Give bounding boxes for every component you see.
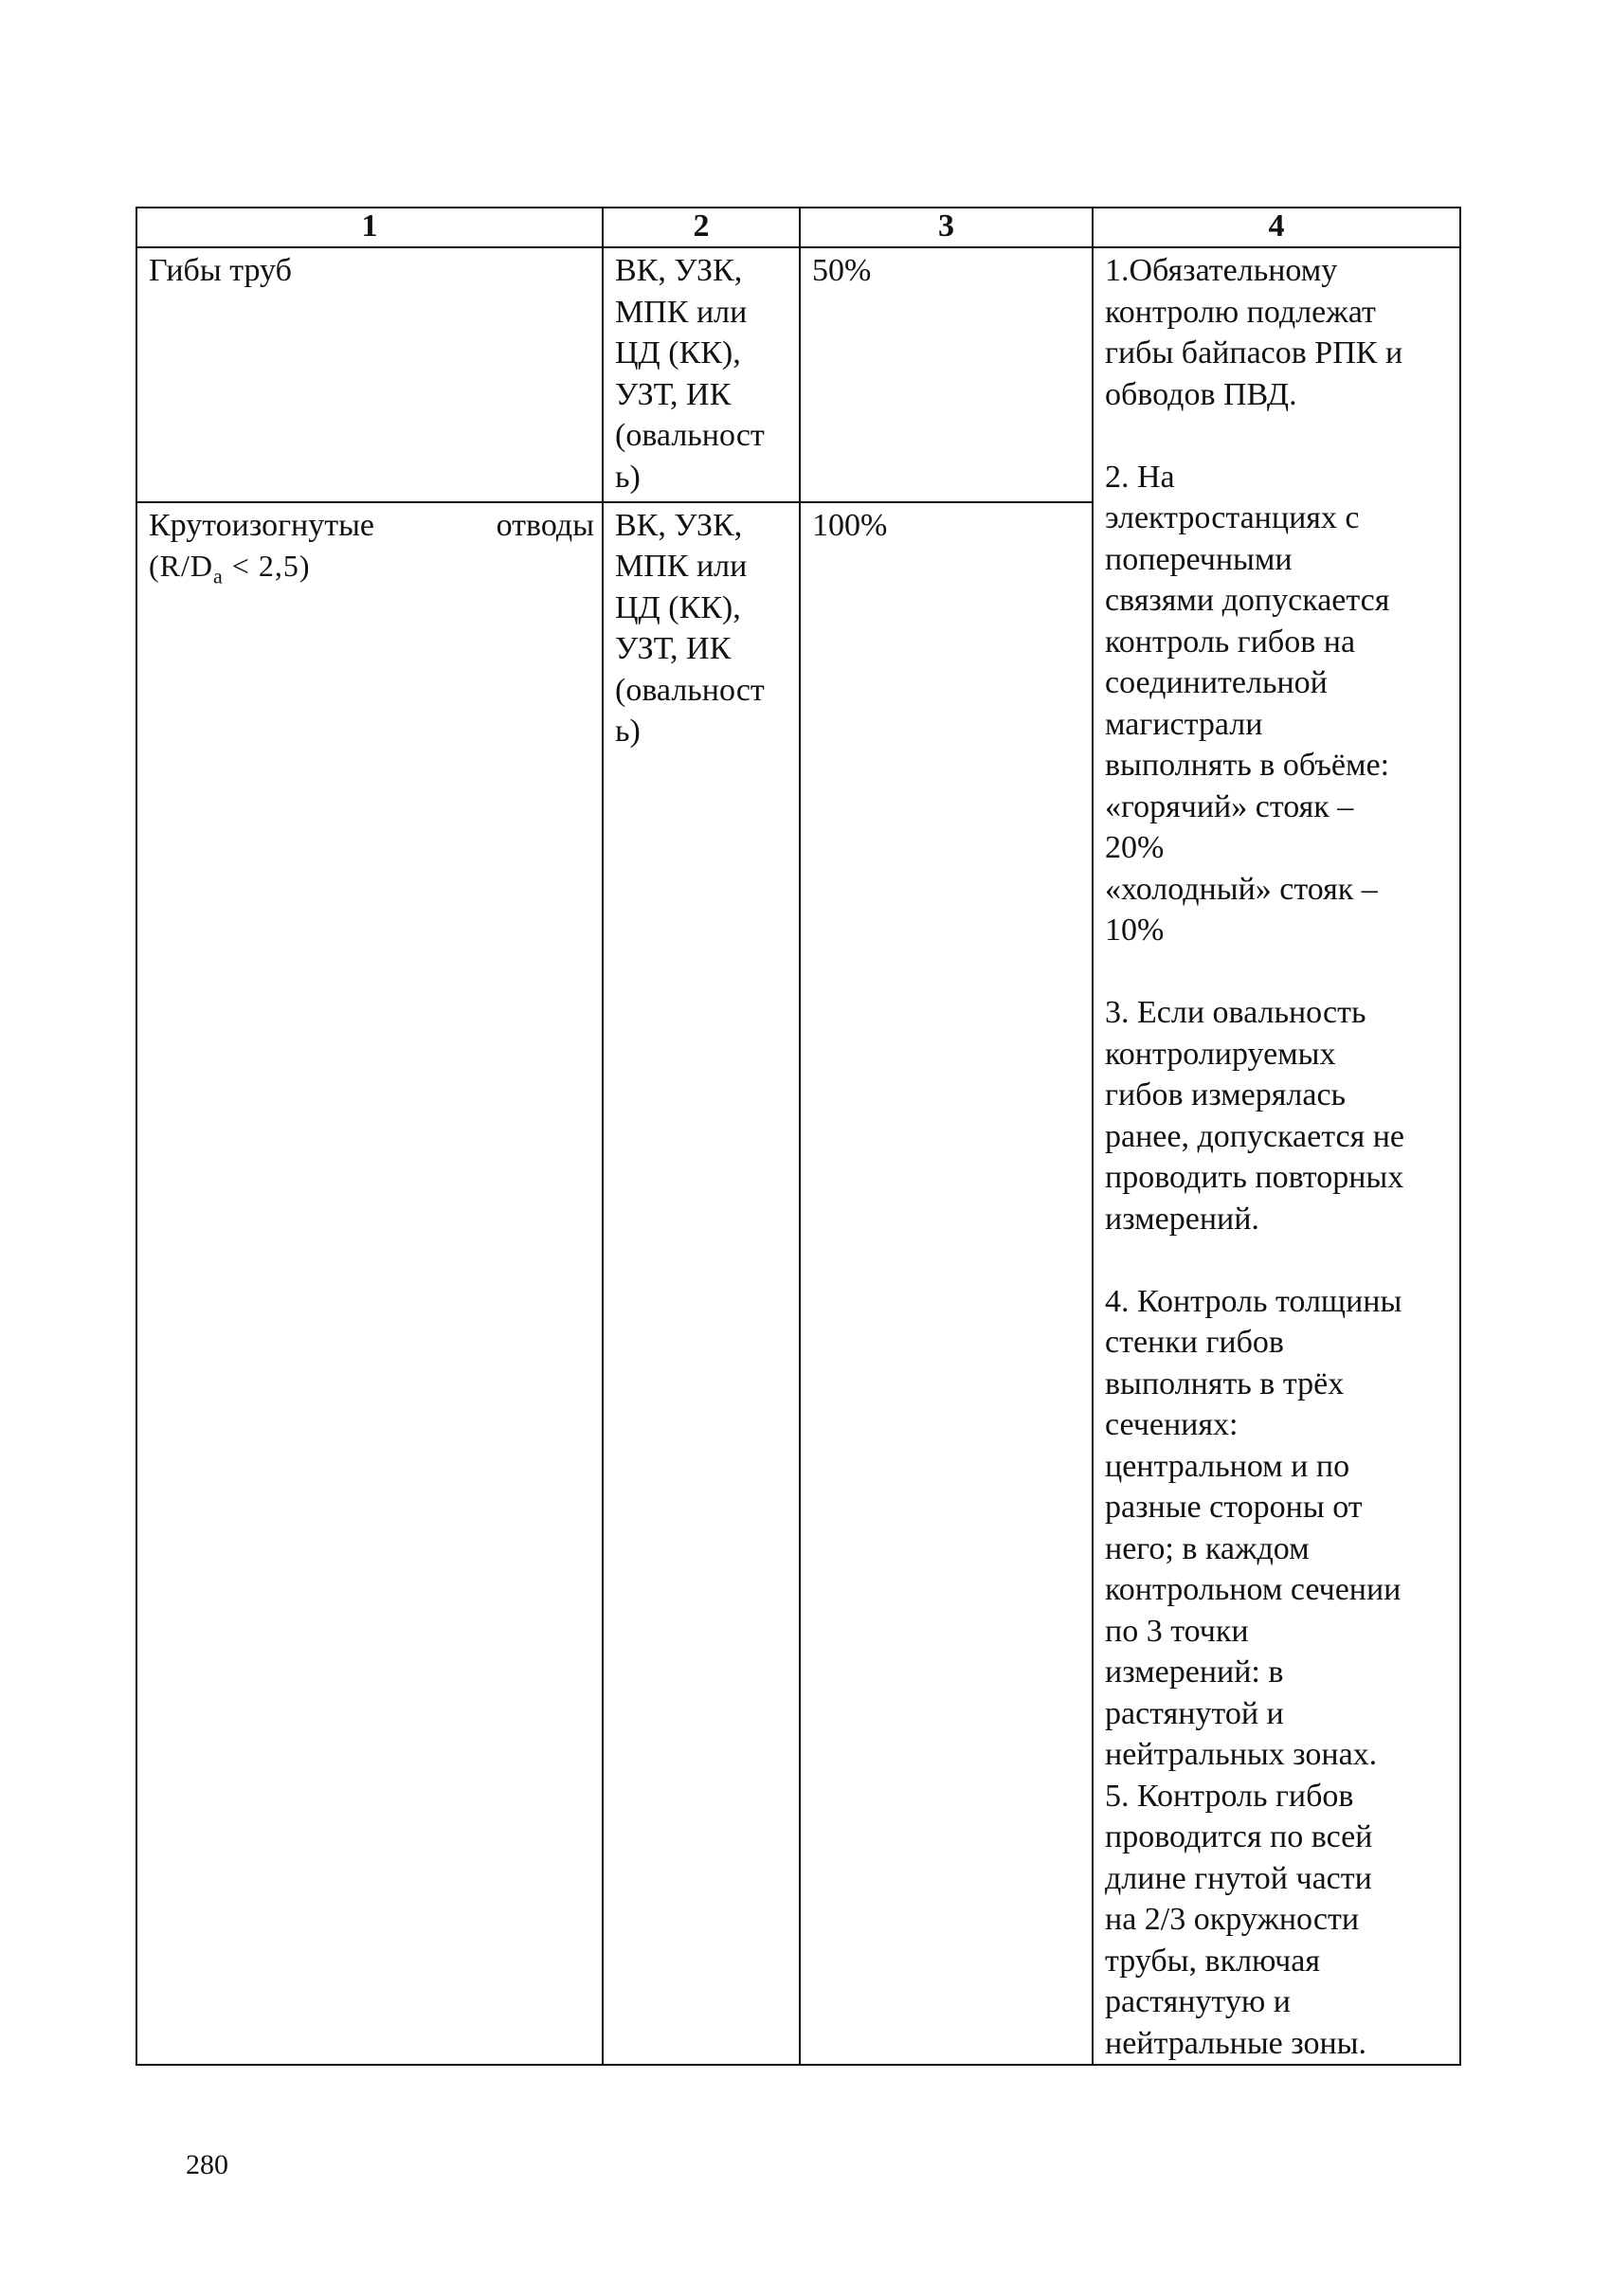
column-header-4: 4 bbox=[1093, 208, 1460, 247]
column-header-1: 1 bbox=[136, 208, 603, 247]
object-cell bbox=[136, 502, 603, 2065]
volume-text: 50% bbox=[812, 253, 872, 288]
page-number: 280 bbox=[186, 2149, 228, 2180]
table-row bbox=[136, 247, 1460, 502]
note-4: 4. Контроль толщины стенки гибов выполнять в трёх сечениях: центральном и по разные стороны от него; в каждом контрольном сечении по 3 точки измерений: в растянутой и нейтральных зонах. bbox=[1105, 1283, 1402, 1772]
notes-cell bbox=[1093, 247, 1460, 2065]
object-cell bbox=[136, 247, 603, 502]
formula-ratio: R/D bbox=[159, 549, 213, 584]
note-3: 3. Если овальность контролируемых гибов измерялась ранее, допускается не проводить повторных измерений. bbox=[1105, 995, 1405, 1237]
methods-cell bbox=[603, 247, 800, 502]
formula-subscript: a bbox=[213, 564, 224, 588]
volume-cell bbox=[800, 247, 1093, 502]
header-row bbox=[136, 208, 1460, 247]
methods-cell bbox=[603, 502, 800, 2065]
methods-text: ВК, УЗК, МПК или ЦД (КК), УЗТ, ИК (овальност ь) bbox=[615, 253, 765, 495]
column-header-2: 2 bbox=[603, 208, 800, 247]
column-header-3: 3 bbox=[800, 208, 1093, 247]
note-2: 2. На электростанциях с поперечными связями допускается контроль гибов на соединительной магистрали выполнять в объёме: «горячий» стояк – 20% «холодный» стояк – 10% bbox=[1105, 459, 1390, 948]
volume-text: 100% bbox=[812, 507, 888, 543]
ratio-formula: $(R/D_a < 2,5)$ bbox=[149, 549, 311, 588]
object-word: Крутоизогнутые bbox=[149, 507, 374, 543]
note-5: 5. Контроль гибов проводится по всей длине гнутой части на 2/3 окружности трубы, включая растянутую и нейтральные зоны. bbox=[1105, 1778, 1373, 2061]
object-word: отводы bbox=[496, 507, 594, 543]
formula-limit: < 2,5 bbox=[223, 549, 299, 584]
inspection-table bbox=[136, 207, 1461, 2066]
object-title bbox=[149, 505, 594, 547]
methods-text: ВК, УЗК, МПК или ЦД (КК), УЗТ, ИК (овальност ь) bbox=[615, 507, 765, 750]
note-1: 1.Обязательному контролю подлежат гибы байпасов РПК и обводов ПВД. bbox=[1105, 253, 1403, 412]
object-text: Гибы труб bbox=[149, 253, 292, 288]
volume-cell bbox=[800, 502, 1093, 2065]
